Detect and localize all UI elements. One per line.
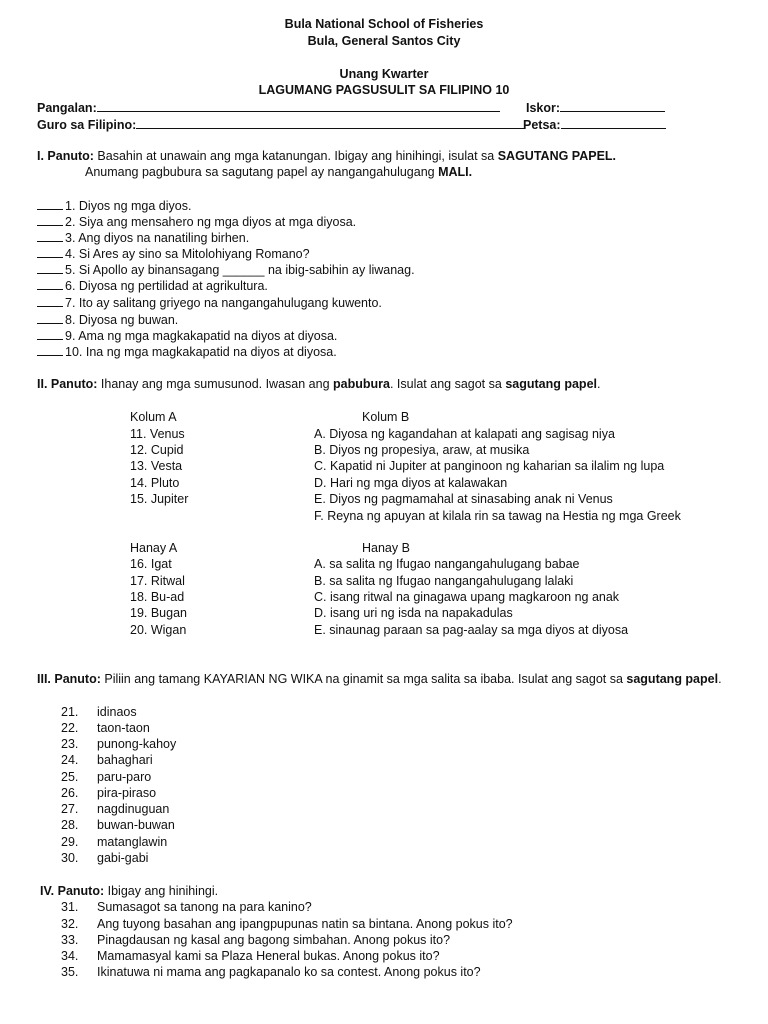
answer-blank[interactable]: [37, 277, 63, 290]
score-field[interactable]: Iskor:: [526, 99, 665, 116]
answer-blank[interactable]: [37, 343, 63, 356]
answer-blank[interactable]: [37, 311, 63, 324]
kolum-a-item: 13. Vesta: [130, 459, 183, 473]
school-location: Bula, General Santos City: [307, 34, 461, 48]
list-item[interactable]: 6. Diyosa ng pertilidad at agrikultura.: [37, 277, 268, 294]
list-item: 35. Ikinatuwa ni mama ang pagkapanalo ko sa contest. Anong pokus ito?: [61, 965, 481, 979]
hanay-a-item: 17. Ritwal: [130, 574, 185, 588]
list-item: 29. matanglawin: [61, 835, 168, 849]
kolum-a-item: 11. Venus: [130, 427, 185, 441]
hanay-b-item: C. isang ritwal na ginagawa upang magkaroon ng anak: [314, 590, 620, 604]
kolum-a-item: 12. Cupid: [130, 443, 184, 457]
list-item: 34. Mamamasyal kami sa Plaza Heneral bukas. Anong pokus ito?: [61, 949, 440, 963]
kolum-b-item: A. Diyosa ng kagandahan at kalapati ang sagisag niya: [314, 427, 615, 441]
answer-blank[interactable]: [37, 245, 63, 258]
part1-instruction-2: Anumang pagbubura sa sagutang papel ay nangangahulugang MALI.: [85, 165, 473, 179]
kolum-b-item: F. Reyna ng apuyan at kilala rin sa tawag na Hestia ng mga Greek: [314, 509, 681, 523]
date-field[interactable]: Petsa:: [523, 116, 666, 133]
list-item[interactable]: 1. Diyos ng mga diyos.: [37, 197, 191, 214]
part2-instruction: II. Panuto: Ihanay ang mga sumusunod. Iwasan ang pabubura. Isulat ang sagot sa sagutang papel.: [37, 377, 601, 391]
list-item[interactable]: 7. Ito ay salitang griyego na nangangahulugang kuwento.: [37, 294, 382, 311]
part1-instruction: I. Panuto: Basahin at unawain ang mga katanungan. Ibigay ang hinihingi, isulat sa SAGUTANG PAPEL.: [37, 149, 617, 163]
hanay-b-item: E. sinaunag paraan sa pag-aalay sa mga diyos at diyosa: [314, 623, 629, 637]
list-item: 33. Pinagdausan ng kasal ang bagong simbahan. Anong pokus ito?: [61, 933, 451, 947]
kolum-b-item: C. Kapatid ni Jupiter at panginoon ng kaharian sa ilalim ng lupa: [314, 459, 665, 473]
school-name: Bula National School of Fisheries: [284, 17, 484, 31]
list-item: 27. nagdinuguan: [61, 802, 170, 816]
answer-blank[interactable]: [37, 294, 63, 307]
name-field[interactable]: Pangalan:: [37, 99, 500, 116]
list-item[interactable]: 3. Ang diyos na nanatiling birhen.: [37, 229, 249, 246]
list-item: 32. Ang tuyong basahan ang ipangpupunas natin sa bintana. Anong pokus ito?: [61, 917, 513, 931]
list-item: 23. punong-kahoy: [61, 737, 177, 751]
hanay-a-header: Hanay A: [130, 541, 178, 555]
hanay-b-header: Hanay B: [362, 541, 410, 555]
list-item: 30. gabi-gabi: [61, 851, 149, 865]
exam-title: LAGUMANG PAGSUSULIT SA FILIPINO 10: [258, 83, 510, 97]
hanay-a-item: 18. Bu-ad: [130, 590, 185, 604]
answer-blank[interactable]: [37, 229, 63, 242]
kolum-a-item: 15. Jupiter: [130, 492, 189, 506]
kolum-a-item: 14. Pluto: [130, 476, 180, 490]
answer-blank[interactable]: [37, 197, 63, 210]
list-item: 28. buwan-buwan: [61, 818, 175, 832]
list-item[interactable]: 5. Si Apollo ay binansagang ______ na ibig-sabihin ay liwanag.: [37, 261, 415, 278]
list-item[interactable]: 10. Ina ng mga magkakapatid na diyos at diyosa.: [37, 343, 337, 360]
list-item: 26. pira-piraso: [61, 786, 157, 800]
teacher-field[interactable]: Guro sa Filipino:: [37, 116, 524, 133]
part3-instruction: III. Panuto: Piliin ang tamang KAYARIAN NG WIKA na ginamit sa mga salita sa ibaba. Isulat ang sagot sa sagutang papel.: [37, 672, 722, 686]
answer-blank[interactable]: [37, 261, 63, 274]
hanay-b-item: A. sa salita ng Ifugao nangangahulugang babae: [314, 557, 580, 571]
list-item[interactable]: 9. Ama ng mga magkakapatid na diyos at diyosa.: [37, 327, 337, 344]
kolum-b-item: B. Diyos ng propesiya, araw, at musika: [314, 443, 530, 457]
quarter-title: Unang Kwarter: [339, 67, 429, 81]
answer-blank[interactable]: [37, 213, 63, 226]
list-item: 22. taon-taon: [61, 721, 150, 735]
list-item: 25. paru-paro: [61, 770, 152, 784]
hanay-b-item: B. sa salita ng Ifugao nangangahulugang lalaki: [314, 574, 574, 588]
list-item: 24. bahaghari: [61, 753, 153, 767]
kolum-b-item: E. Diyos ng pagmamahal at sinasabing anak ni Venus: [314, 492, 613, 506]
part4-instruction: IV. Panuto: Ibigay ang hinihingi.: [40, 884, 219, 898]
hanay-a-item: 19. Bugan: [130, 606, 187, 620]
list-item[interactable]: 2. Siya ang mensahero ng mga diyos at mga diyosa.: [37, 213, 356, 230]
hanay-a-item: 16. Igat: [130, 557, 172, 571]
kolum-b-item: D. Hari ng mga diyos at kalawakan: [314, 476, 508, 490]
list-item[interactable]: 4. Si Ares ay sino sa Mitolohiyang Romano?: [37, 245, 310, 262]
list-item: 21. idinaos: [61, 705, 137, 719]
hanay-b-item: D. isang uri ng isda na napakadulas: [314, 606, 513, 620]
hanay-a-item: 20. Wigan: [130, 623, 187, 637]
list-item: 31. Sumasagot sa tanong na para kanino?: [61, 900, 312, 914]
kolum-b-header: Kolum B: [362, 410, 410, 424]
answer-blank[interactable]: [37, 327, 63, 340]
list-item[interactable]: 8. Diyosa ng buwan.: [37, 311, 178, 328]
kolum-a-header: Kolum A: [130, 410, 177, 424]
